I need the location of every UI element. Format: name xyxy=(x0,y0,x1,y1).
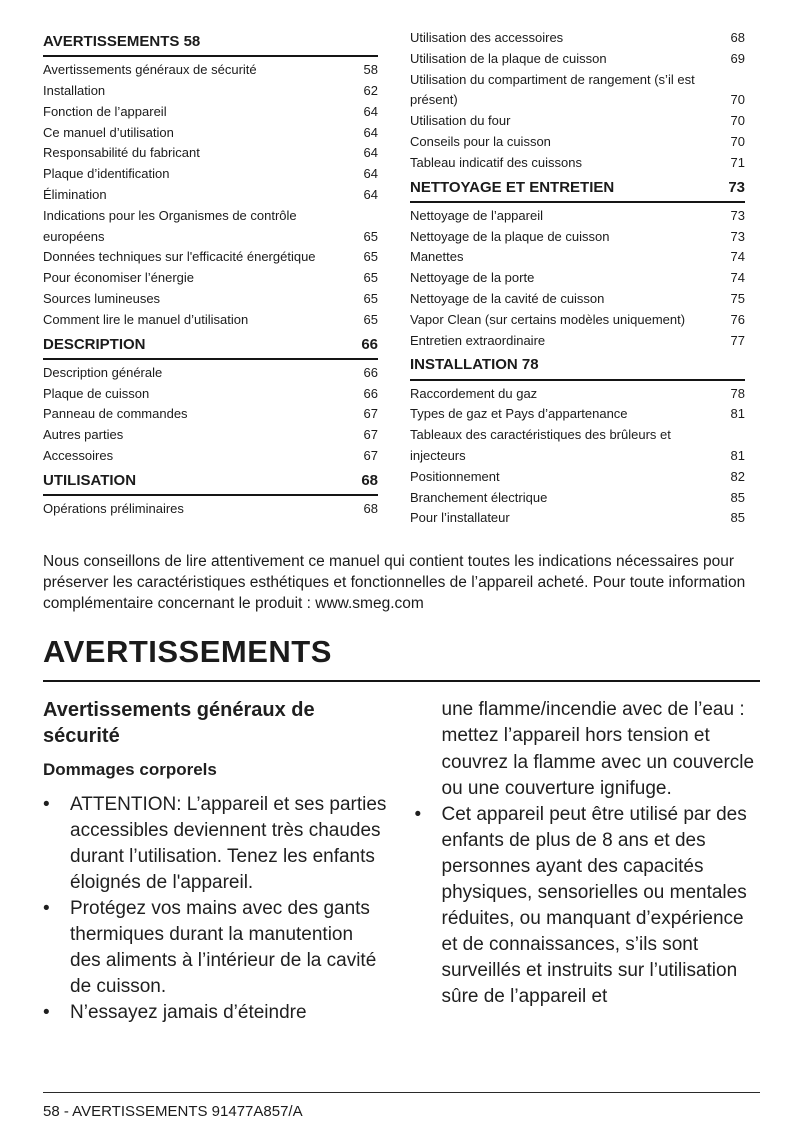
toc-entry-label: Plaque d’identification xyxy=(43,166,170,182)
toc-entry-label: Plaque de cuisson xyxy=(43,385,150,401)
toc-entry-page: 75 xyxy=(730,291,745,307)
toc-entry xyxy=(410,268,745,289)
toc-entry xyxy=(43,268,378,289)
page-footer xyxy=(43,1092,760,1120)
toc-entry xyxy=(410,247,745,268)
toc-entry-label: Utilisation des accessoires xyxy=(410,30,564,45)
bullet-icon: • xyxy=(414,803,422,825)
toc-entry-page: 66 xyxy=(361,335,378,353)
toc-entry-label: Nettoyage de l’appareil xyxy=(410,207,543,223)
toc-entry-label: Nettoyage de la cavité de cuisson xyxy=(410,291,605,307)
toc-entry-page: 68 xyxy=(363,501,378,517)
toc-entry-page: 70 xyxy=(730,113,745,129)
toc-entry-page: 67 xyxy=(363,427,378,443)
toc-entry-page: 81 xyxy=(730,448,745,464)
toc-entry-label: NETTOYAGE ET ENTRETIEN xyxy=(410,178,615,196)
table-of-contents xyxy=(43,28,760,529)
toc-entry xyxy=(43,102,378,123)
toc-entry xyxy=(410,28,745,49)
toc-entry-label: Comment lire le manuel d’utilisation xyxy=(43,311,249,327)
toc-entry-label: Nettoyage de la porte xyxy=(410,270,535,286)
toc-entry xyxy=(410,404,745,425)
toc-entry xyxy=(43,363,378,384)
toc-entry-label: Tableaux des caractéristiques des brûleurs et injecteurs xyxy=(410,427,671,464)
toc-entry-page: 69 xyxy=(730,50,745,66)
toc-entry-page: 65 xyxy=(363,311,378,327)
toc-entry-page: 64 xyxy=(363,103,378,119)
toc-entry-page: 66 xyxy=(363,385,378,401)
toc-entry-page: 65 xyxy=(363,270,378,286)
bullet-text: Protégez vos mains avec des gants thermiques durant la manutention des aliments à l’intérieur de la cavité de cuisson. xyxy=(70,897,377,997)
toc-entry-page: 62 xyxy=(363,83,378,99)
toc-entry-label: Utilisation du compartiment de rangement (s’il est présent) xyxy=(410,71,695,108)
toc-entry-label: Manettes xyxy=(410,249,464,265)
toc-entry-page: 65 xyxy=(363,291,378,307)
toc-entry-label: Raccordement du gaz xyxy=(410,385,538,401)
toc-entry xyxy=(410,111,745,132)
bullet-icon: • xyxy=(43,897,50,919)
toc-entry-label: Utilisation de la plaque de cuisson xyxy=(410,50,607,66)
toc-section-header xyxy=(43,467,378,496)
toc-entry xyxy=(410,49,745,70)
bullet-item xyxy=(43,792,389,896)
toc-entry-page: 77 xyxy=(730,332,745,348)
toc-entry-page: 58 xyxy=(363,62,378,78)
toc-entry xyxy=(43,164,378,185)
toc-entry-page: 73 xyxy=(728,178,745,196)
toc-entry-page: 66 xyxy=(363,364,378,380)
bullet-text: ATTENTION: L’appareil et ses parties accessibles deviennent très chaudes durant l’utilisation. Tenez les enfants éloignés de l'appareil. xyxy=(70,793,387,893)
toc-entry-page: 74 xyxy=(730,270,745,286)
toc-entry-label: Pour économiser l’énergie xyxy=(43,270,195,286)
toc-entry xyxy=(43,206,378,248)
toc-entry-label: Branchement électrique xyxy=(410,489,548,505)
toc-entry-label: Vapor Clean (sur certains modèles uniquement) xyxy=(410,311,686,327)
bullet-icon: • xyxy=(43,1001,50,1023)
bullet-item xyxy=(43,896,389,1000)
toc-entry xyxy=(43,81,378,102)
bullet-list-left xyxy=(43,792,389,1026)
section-subheading: Dommages corporels xyxy=(43,760,217,780)
toc-entry xyxy=(43,60,378,81)
toc-entry-label: Utilisation du four xyxy=(410,113,511,129)
toc-entry-label: Ce manuel d’utilisation xyxy=(43,124,174,140)
toc-entry xyxy=(43,404,378,425)
toc-entry-page: 85 xyxy=(730,489,745,505)
toc-entry-label: Responsabilité du fabricant xyxy=(43,145,200,161)
toc-entry-page: 76 xyxy=(730,311,745,327)
toc-entry-page: 71 xyxy=(730,154,745,170)
intro-paragraph: Nous conseillons de lire attentivement ce manuel qui contient toutes les indications nécessaires pour préserver les caractéristiques esthétiques et fonctionnelles de l’appareil acheté. Pour toute information complémentaire concernant le produit : www.smeg.com xyxy=(43,553,746,613)
toc-entry-label: Sources lumineuses xyxy=(43,291,161,307)
toc-entry-label: INSTALLATION 78 xyxy=(410,356,539,374)
bullet-text: Cet appareil peut être utilisé par des enfants de plus de 8 ans et des personnes ayant des capacités physiques, sensorielles ou mentales réduites, ou manquant d’expérience et de connaissances, s’ils sont surveillés et instruits sur l’utilisation sûre de l’appareil et xyxy=(441,803,747,1007)
toc-entry-page: 73 xyxy=(730,228,745,244)
toc-entry-label: Élimination xyxy=(43,187,107,203)
toc-entry xyxy=(43,143,378,164)
body-column-right xyxy=(415,697,761,1025)
section-heading: Avertissements généraux de sécurité xyxy=(43,699,315,748)
toc-entry-page: 81 xyxy=(730,406,745,422)
toc-entry xyxy=(43,310,378,331)
toc-entry-page: 65 xyxy=(363,249,378,265)
bullet-item xyxy=(415,802,761,1010)
toc-entry-label: UTILISATION xyxy=(43,471,137,489)
toc-entry xyxy=(43,185,378,206)
toc-entry xyxy=(410,132,745,153)
toc-entry-page: 64 xyxy=(363,145,378,161)
toc-column-right xyxy=(410,28,745,529)
continuation-text: une flamme/incendie avec de l’eau : mettez l’appareil hors tension et couvrez la flamme avec un couvercle ou une couverture ignifuge. xyxy=(441,699,755,799)
toc-entry-page: 85 xyxy=(730,510,745,526)
toc-entry-label: Conseils pour la cuisson xyxy=(410,133,551,149)
toc-entry-page: 65 xyxy=(363,228,378,244)
toc-entry xyxy=(410,153,745,174)
toc-entry xyxy=(43,425,378,446)
bullet-list-right xyxy=(415,802,761,1010)
toc-entry-label: Panneau de commandes xyxy=(43,406,188,422)
toc-entry xyxy=(410,206,745,227)
toc-entry-label: Description générale xyxy=(43,364,163,380)
footer-text: 58 - AVERTISSEMENTS 91477A857/A xyxy=(43,1103,303,1120)
toc-entry xyxy=(410,289,745,310)
toc-entry xyxy=(410,310,745,331)
toc-entry-page: 78 xyxy=(730,385,745,401)
toc-entry-page: 64 xyxy=(363,166,378,182)
bullet-icon: • xyxy=(43,793,50,815)
toc-entry xyxy=(43,499,378,520)
toc-entry xyxy=(410,384,745,405)
toc-entry xyxy=(410,425,745,467)
toc-entry xyxy=(410,488,745,509)
toc-entry-label: Accessoires xyxy=(43,448,114,464)
bullet-item xyxy=(43,1000,389,1026)
bullet-text: N’essayez jamais d’éteindre xyxy=(70,1001,307,1023)
toc-entry-page: 82 xyxy=(730,468,745,484)
toc-entry-label: Opérations préliminaires xyxy=(43,501,184,517)
toc-entry-page: 67 xyxy=(363,406,378,422)
toc-entry-label: Avertissements généraux de sécurité xyxy=(43,62,257,78)
toc-entry-label: DESCRIPTION xyxy=(43,335,146,353)
toc-entry-label: Entretien extraordinaire xyxy=(410,332,546,348)
footer-divider xyxy=(43,1092,760,1093)
toc-entry-label: Pour l’installateur xyxy=(410,510,510,526)
toc-entry xyxy=(410,467,745,488)
toc-section-header xyxy=(410,174,745,203)
toc-entry xyxy=(43,289,378,310)
toc-entry-label: Positionnement xyxy=(410,468,500,484)
toc-entry xyxy=(410,227,745,248)
toc-entry-page: 64 xyxy=(363,187,378,203)
toc-entry-label: Autres parties xyxy=(43,427,124,443)
body-column-left xyxy=(43,697,389,1025)
toc-entry-page: 68 xyxy=(730,30,745,45)
toc-entry-label: Installation xyxy=(43,83,106,99)
page-title: AVERTISSEMENTS xyxy=(43,634,332,670)
toc-entry-page: 70 xyxy=(730,133,745,149)
toc-entry-page: 67 xyxy=(363,448,378,464)
toc-entry-page: 68 xyxy=(361,471,378,489)
toc-entry xyxy=(43,446,378,467)
toc-entry xyxy=(43,384,378,405)
toc-entry-page: 64 xyxy=(363,124,378,140)
toc-entry xyxy=(43,123,378,144)
toc-section-header xyxy=(43,28,378,57)
toc-section-header xyxy=(410,351,745,380)
toc-entry-label: Tableau indicatif des cuissons xyxy=(410,154,582,170)
body-columns xyxy=(43,697,760,1025)
toc-entry-page: 73 xyxy=(730,207,745,223)
toc-entry-label: Types de gaz et Pays d’appartenance xyxy=(410,406,628,422)
title-divider xyxy=(43,680,760,682)
toc-entry-label: Nettoyage de la plaque de cuisson xyxy=(410,228,610,244)
toc-entry-label: Fonction de l’appareil xyxy=(43,103,167,119)
toc-entry-label: Indications pour les Organismes de contrôle européens xyxy=(43,207,297,244)
toc-entry-page: 70 xyxy=(730,92,745,108)
toc-section-header xyxy=(43,331,378,360)
toc-entry xyxy=(410,331,745,352)
toc-entry xyxy=(410,508,745,529)
toc-entry-page: 74 xyxy=(730,249,745,265)
toc-column-left xyxy=(43,28,378,529)
toc-entry xyxy=(43,247,378,268)
toc-entry-label: AVERTISSEMENTS 58 xyxy=(43,33,201,50)
toc-entry-label: Données techniques sur l'efficacité énergétique xyxy=(43,249,316,265)
toc-entry xyxy=(410,70,745,112)
